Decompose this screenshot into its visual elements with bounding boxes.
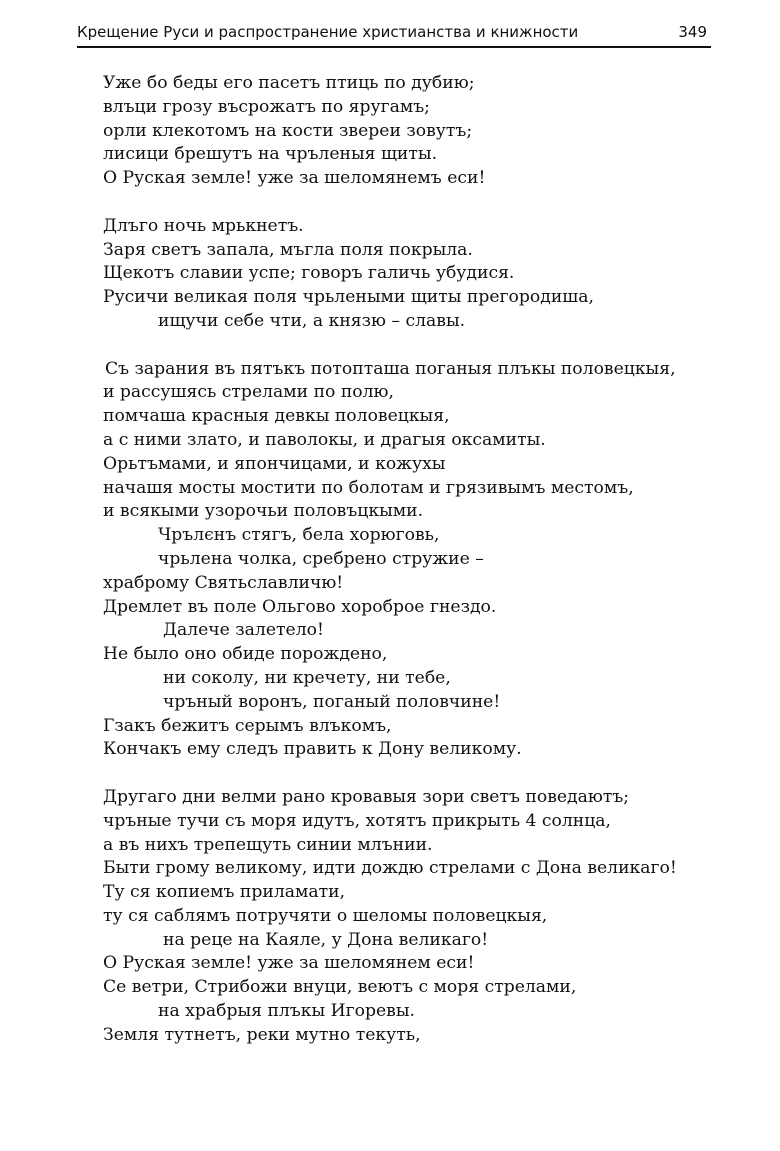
verse-line: Съ зарания въ пятъкъ потопташа поганыя плъкы половецкыя, <box>105 358 676 379</box>
verse-line: на храбрыя плъкы Игоревы. <box>158 1001 415 1022</box>
verse-line: Заря светъ запала, мъгла поля покрыла. <box>103 239 473 260</box>
verse-line: Дремлет въ поле Ольгово хороброе гнездо. <box>103 596 497 617</box>
poem-text <box>103 72 743 1048</box>
verse-line: и рассушясь стрелами по полю, <box>103 382 394 403</box>
stanza-2 <box>103 215 743 334</box>
running-header <box>77 22 711 48</box>
verse-line: и всякыми узорочьи половъцкыми. <box>103 501 424 522</box>
verse-line: Кончакъ ему следъ править к Дону великому. <box>103 739 522 760</box>
verse-line: а въ нихъ трепещуть синии млънии. <box>103 834 433 855</box>
verse-line: чрьлена чолка, сребрено стружие – <box>158 548 484 569</box>
verse-line: влъци грозу въсрожатъ по яругамъ; <box>103 96 430 117</box>
verse-line: О Руская земле! уже за шеломянем еси! <box>103 953 475 974</box>
verse-line: ищучи себе чти, а князю – славы. <box>158 310 466 331</box>
verse-line: ни соколу, ни кречету, ни тебе, <box>163 667 451 688</box>
stanza-3 <box>103 358 743 763</box>
verse-line: Орьтъмами, и япончицами, и кожухы <box>103 453 446 474</box>
verse-line: Чрълєнъ стягъ, бела хорюговь, <box>158 525 440 546</box>
stanza-1 <box>103 72 743 191</box>
running-title: Крещение Руси и распространение христианства и книжности <box>77 23 579 41</box>
verse-line: ту ся саблямъ потручяти о шеломы половецкыя, <box>103 905 548 926</box>
verse-line: а с ними злато, и паволокы, и драгыя оксамиты. <box>103 429 546 450</box>
verse-line: Русичи великая поля чрьлеными щиты прегородиша, <box>103 287 594 308</box>
verse-line: Далече залетело! <box>163 620 324 641</box>
verse-line: О Руская земле! уже за шеломянемъ еси! <box>103 168 486 189</box>
verse-line: Длъго ночь мрькнетъ. <box>103 215 304 236</box>
verse-line: орли клекотомъ на кости звереи зовутъ; <box>103 120 473 141</box>
verse-line: Земля тутнетъ, реки мутно текуть, <box>103 1024 421 1045</box>
verse-line: помчаша красныя девкы половецкыя, <box>103 406 450 427</box>
verse-line: Щекотъ славии успе; говоръ галичь убудися. <box>103 263 515 284</box>
verse-line: Быти грому великому, идти дождю стрелами с Дона великаго! <box>103 858 677 879</box>
verse-line: Гзакъ бежитъ серымъ влъкомъ, <box>103 715 392 736</box>
stanza-gap <box>103 762 743 786</box>
verse-line: Ту ся копиемъ приламати, <box>103 882 346 903</box>
verse-line: чръные тучи съ моря идутъ, хотятъ прикрыть 4 солнца, <box>103 810 612 831</box>
verse-line: чръный воронъ, поганый половчине! <box>163 691 501 712</box>
verse-line: на реце на Каяле, у Дона великаго! <box>163 929 489 950</box>
verse-line: Другаго дни велми рано кровавыя зори светъ поведаютъ; <box>103 786 630 807</box>
verse-line: Не было оно обиде порождено, <box>103 644 388 665</box>
verse-line: Уже бо беды его пасетъ птиць по дубию; <box>103 73 475 93</box>
stanza-gap <box>103 334 743 358</box>
verse-line: Се ветри, Стрибожи внуци, веютъ с моря стрелами, <box>103 977 577 998</box>
stanza-4 <box>103 786 743 1048</box>
stanza-gap <box>103 191 743 215</box>
verse-line: лисици брешутъ на чръленыя щиты. <box>103 144 438 165</box>
verse-line: начашя мосты мостити по болотам и грязивымъ местомъ, <box>103 477 634 498</box>
page-number: 349 <box>678 23 707 41</box>
verse-line: храброму Святьславличю! <box>103 572 344 593</box>
